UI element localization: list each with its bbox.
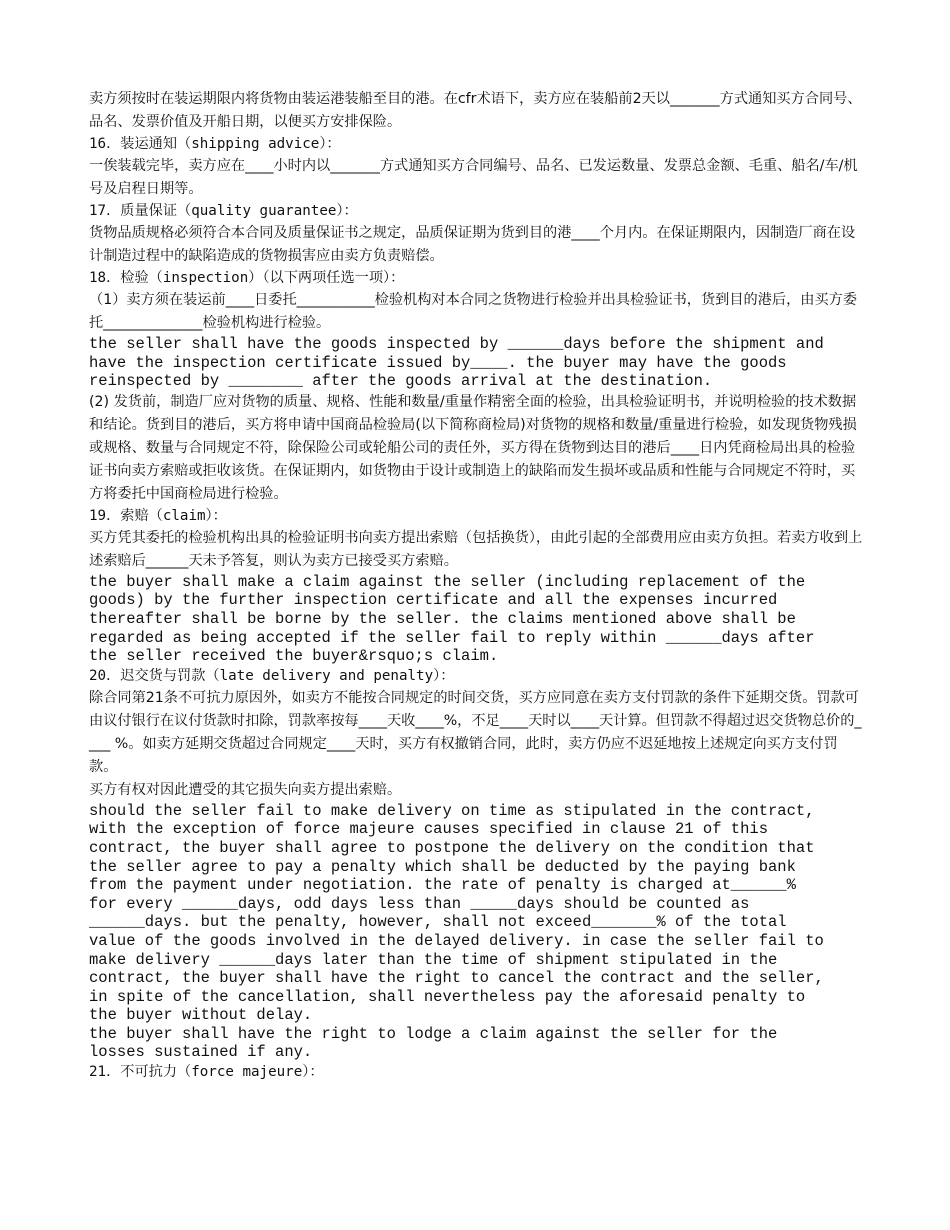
claim-english-block bbox=[89, 573, 864, 666]
late-delivery-paragraph: 除合同第21条不可抗力原因外，如卖方不能按合同规定的时间交货，买方应同意在卖方支付罚款的条件下延期交货。罚款可由议付银行在议付货款时扣除，罚款率按每____天收____%，不足____天时以____天计算。但罚款不得超过迟交货物总价的____ %。如卖方延期交货超过合同规定____天时，买方有权撤销合同，此时，卖方仍应不迟延地按上述规定向买方支付罚款。 bbox=[89, 689, 862, 775]
heading-quality-guarantee: 17．质量保证（quality guarantee）： bbox=[89, 203, 358, 219]
heading-claim: 19．索赔（claim）： bbox=[89, 507, 227, 524]
shipment-paragraph: 卖方须按时在装运期限内将货物由装运港装船至目的港。在cfr术语下，卖方应在装船前2天以_______方式通知买方合同号、品名、发票价值及开船日期，以便买方安排保险。 bbox=[89, 91, 862, 130]
heading-force-majeure: 21．不可抗力（force majeure）： bbox=[89, 1064, 324, 1081]
english-line: the seller agree to pay a penalty which shall be deducted by the paying bank bbox=[89, 857, 796, 876]
english-line: the seller shall have the goods inspected by ______days before the shipment and bbox=[89, 335, 824, 353]
english-line: goods) by the further inspection certificate and all the expenses incurred bbox=[89, 591, 778, 610]
claim-paragraph: 买方凭其委托的检验机构出具的检验证明书向卖方提出索赔（包括换货），由此引起的全部费用应由卖方负担。若卖方收到上述索赔后______天未予答复，则认为卖方已接受买方索赔。 bbox=[89, 529, 863, 569]
english-line: the seller received the buyer&rsquo;s claim. bbox=[89, 647, 499, 666]
inspection-option-1-paragraph: （1）卖方须在装运前____日委托___________检验机构对本合同之货物进行检验并出具检验证书，货到目的港后，由买方委托______________检验机构进行检验。 bbox=[89, 292, 858, 331]
english-line: from the payment under negotiation. the rate of penalty is charged at______% bbox=[89, 876, 796, 895]
quality-guarantee-paragraph: 货物品质规格必须符合本合同及质量保证书之规定，品质保证期为货到目的港____个月内。在保证期限内，因制造厂商在设计制造过程中的缺陷造成的货物损害应由卖方负责赔偿。 bbox=[89, 225, 856, 264]
english-line: value of the goods involved in the delayed delivery. in case the seller fail to bbox=[89, 931, 824, 950]
english-line: make delivery ______days later than the time of shipment stipulated in the bbox=[89, 950, 778, 969]
late-delivery-claim-paragraph: 买方有权对因此遭受的其它损失向卖方提出索赔。 bbox=[89, 781, 402, 798]
english-line: reinspected by ________ after the goods arrival at the destination. bbox=[89, 372, 713, 391]
inspection-english-block bbox=[89, 335, 864, 391]
contract-document bbox=[89, 88, 864, 1083]
heading-inspection: 18．检验（inspection）（以下两项任选一项）： bbox=[89, 270, 405, 286]
late-delivery-english-block bbox=[89, 802, 864, 1062]
english-line: contract, the buyer shall have the right to cancel the contract and the seller, bbox=[89, 969, 824, 988]
heading-late-delivery: 20．迟交货与罚款（late delivery and penalty）： bbox=[89, 667, 455, 684]
heading-shipping-advice: 16．装运通知（shipping advice）： bbox=[89, 136, 341, 152]
english-line: the buyer without delay. bbox=[89, 1006, 313, 1025]
english-line: thereafter shall be borne by the seller. the claims mentioned above shall be bbox=[89, 609, 796, 628]
english-line: with the exception of force majeure causes specified in clause 21 of this bbox=[89, 820, 769, 839]
english-line: the buyer shall make a claim against the seller (including replacement of the bbox=[89, 572, 806, 591]
english-line: contract, the buyer shall agree to postpone the delivery on the condition that bbox=[89, 838, 815, 857]
english-line: losses sustained if any. bbox=[89, 1043, 313, 1062]
english-line: should the seller fail to make delivery on time as stipulated in the contract, bbox=[89, 801, 815, 820]
english-line: in spite of the cancellation, shall nevertheless pay the aforesaid penalty to bbox=[89, 987, 806, 1006]
shipping-advice-paragraph: 一俟装载完毕，卖方应在____小时内以_______方式通知买方合同编号、品名、已发运数量、发票总金额、毛重、船名/车/机号及启程日期等。 bbox=[89, 158, 858, 197]
inspection-option-2-paragraph: (2) 发货前，制造厂应对货物的质量、规格、性能和数量/重量作精密全面的检验，出具检验证明书，并说明检验的技术数据和结论。货到目的港后，买方将申请中国商品检验局(以下简称商检局)对货物的规格和数量/重量进行检验，如发现货物残损或规格、数量与合同规定不符，除保险公司或轮船公司的责任外，买方得在货物到达目的港后____日内凭商检局出具的检验证书向卖方索赔或拒收该货。在保证期内，如货物由于设计或制造上的缺陷而发生损坏或品质和性能与合同规定不符时，买方将委托中国商检局进行检验。 bbox=[89, 393, 857, 502]
english-line: regarded as being accepted if the seller fail to reply within ______days after bbox=[89, 628, 815, 647]
english-line: the buyer shall have the right to lodge a claim against the seller for the bbox=[89, 1024, 778, 1043]
english-line: ______days. but the penalty, however, shall not exceed_______% of the total bbox=[89, 913, 787, 932]
english-line: have the inspection certificate issued by____. the buyer may have the goods bbox=[89, 353, 787, 372]
english-line: for every ______days, odd days less than _____days should be counted as bbox=[89, 894, 750, 913]
